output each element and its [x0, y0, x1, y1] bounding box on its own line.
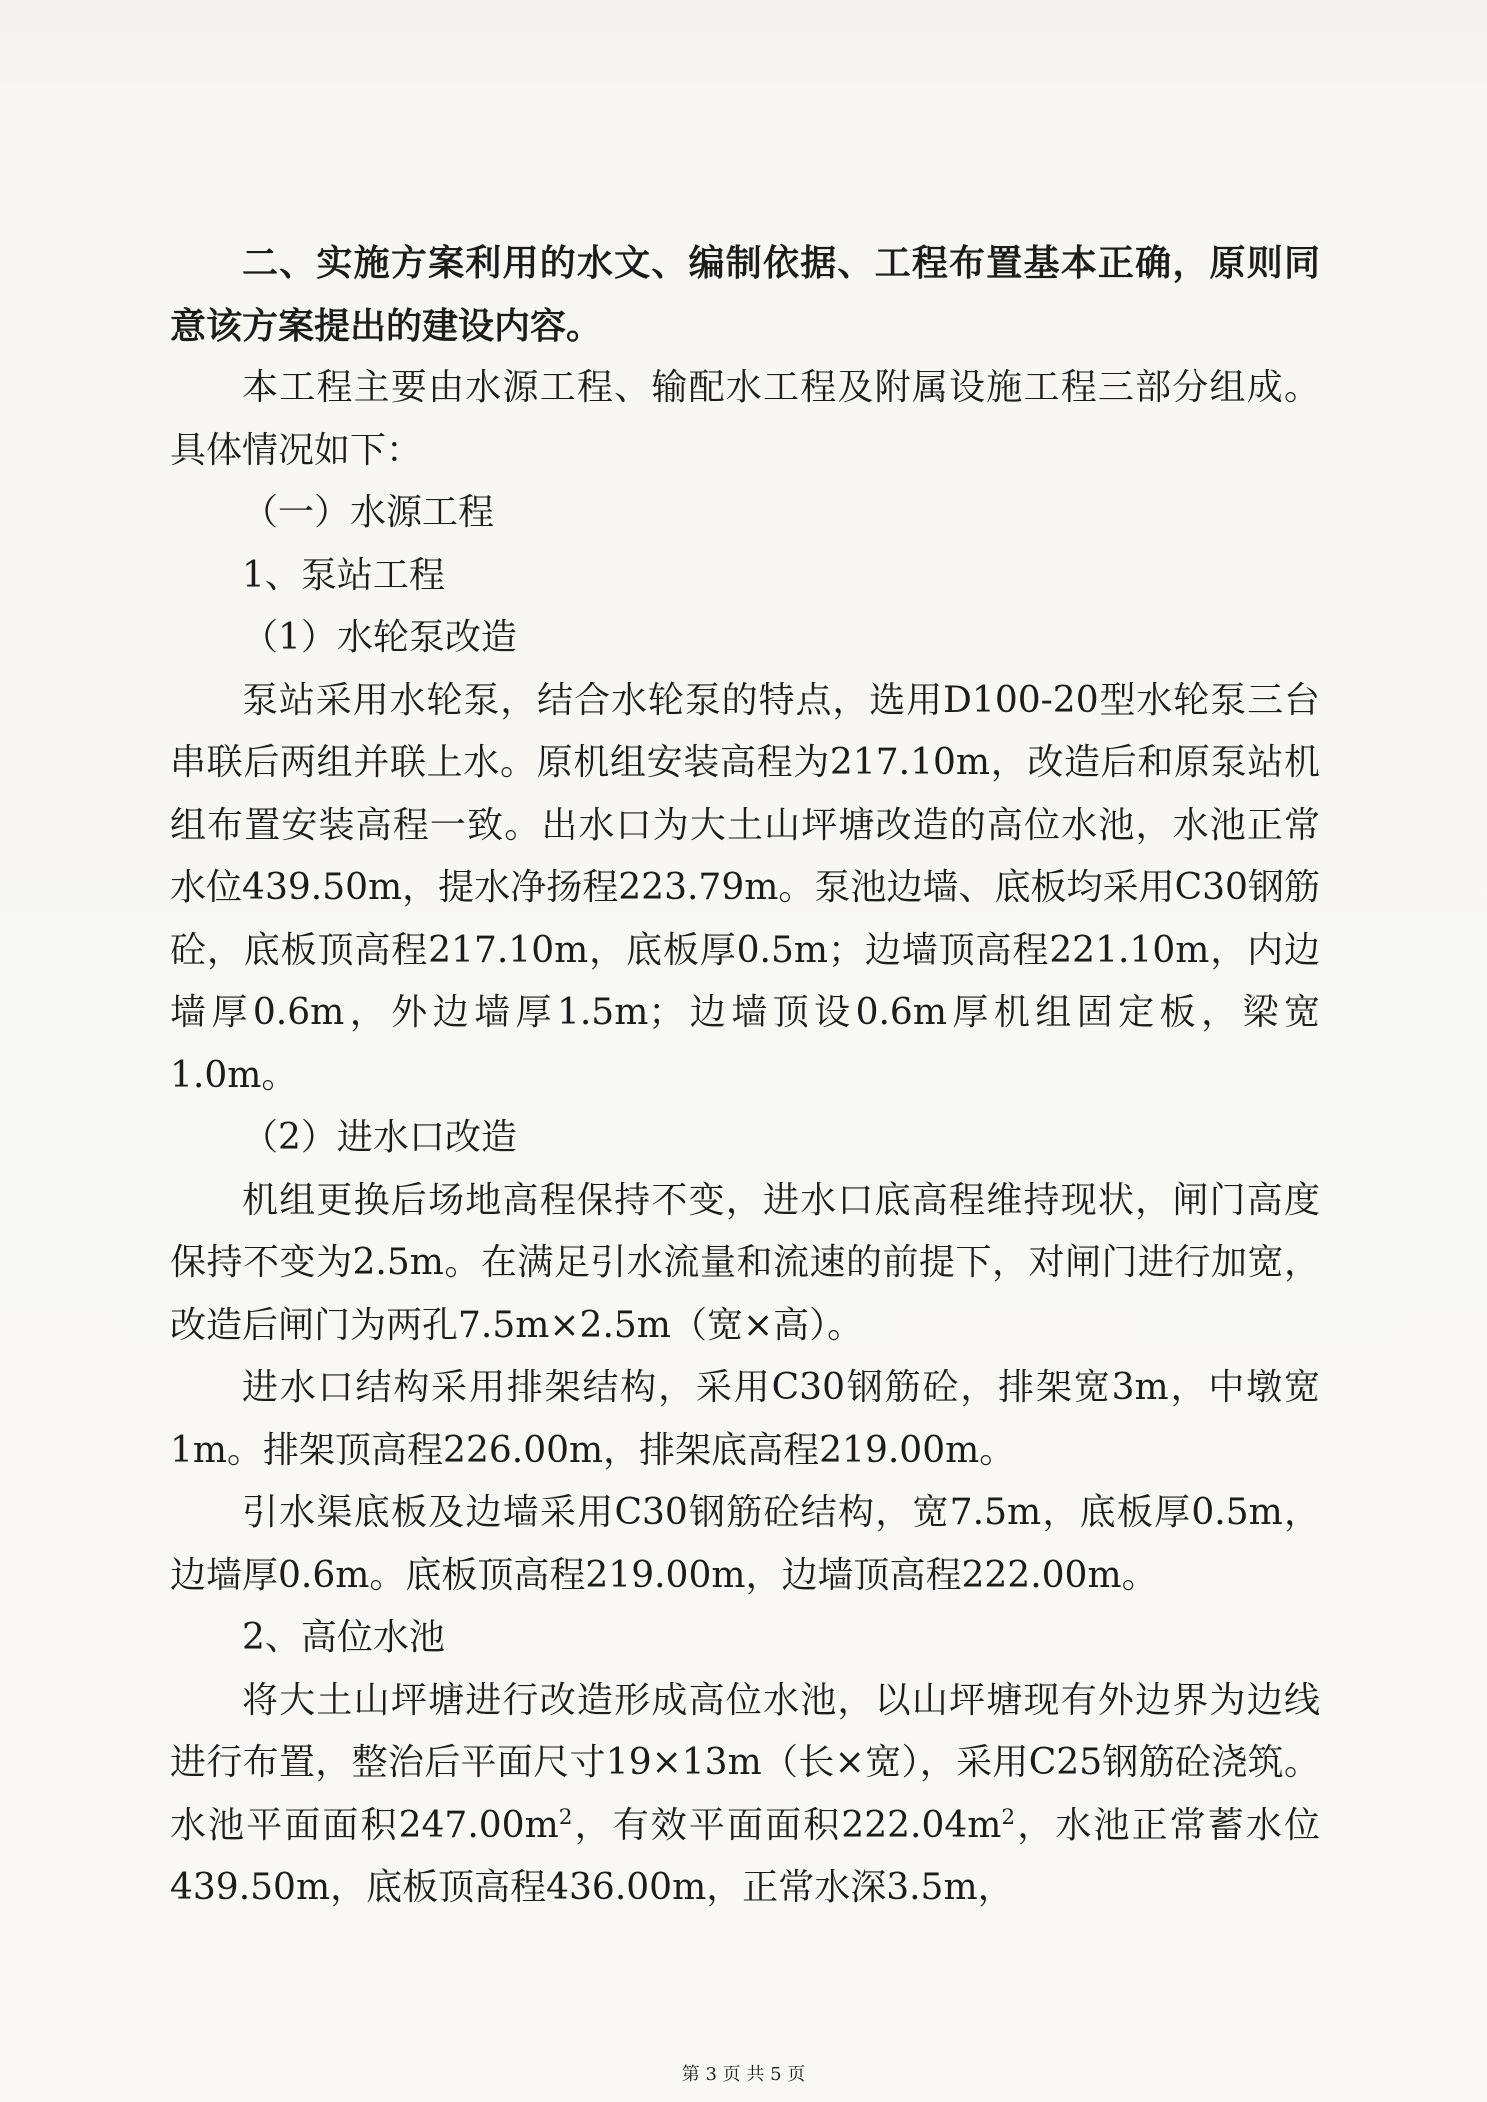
paragraph-intro: 本工程主要由水源工程、输配水工程及附属设施工程三部分组成。具体情况如下：: [170, 367, 1320, 471]
heading-turbine-pump: （1）水轮泵改造: [242, 617, 517, 658]
document-body: [170, 232, 1320, 1920]
paragraph-high-pool-part2: ，有效平面面积222.04m: [572, 1804, 1002, 1846]
paragraph-high-pool-part1: 将大土山坪塘进行改造形成高位水池，以山坪塘现有外边界为边线进行布置，整治后平面尺寸19×13m（长×宽），采用C25钢筋砼浇筑。水池平面面积247.00m: [170, 1679, 1320, 1846]
heading-intake: （2）进水口改造: [242, 1117, 517, 1158]
superscript-2: 2: [1001, 1804, 1016, 1830]
paragraph-channel: 引水渠底板及边墙采用C30钢筋砼结构，宽7.5m，底板厚0.5m，边墙厚0.6m。底板顶高程219.00m，边墙顶高程222.00m。: [170, 1492, 1320, 1596]
paragraph-opinion-2: 二、实施方案利用的水文、编制依据、工程布置基本正确，原则同意该方案提出的建设内容。: [170, 242, 1320, 347]
heading-water-source: （一）水源工程: [242, 492, 495, 533]
superscript-2: 2: [558, 1804, 573, 1830]
paragraph-intake-structure: 进水口结构采用排架结构，采用C30钢筋砼，排架宽3m，中墩宽1m。排架顶高程226.00m，排架底高程219.00m。: [170, 1367, 1320, 1471]
paragraph-high-pool: [170, 1670, 1320, 1920]
heading-high-pool: 2、高位水池: [242, 1617, 445, 1658]
heading-pump-station: 1、泵站工程: [242, 554, 445, 596]
paragraph-pump-station: 泵站采用水轮泵，结合水轮泵的特点，选用D100-20型水轮泵三台串联后两组并联上水。原机组安装高程为217.10m，改造后和原泵站机组布置安装高程一致。出水口为大土山坪塘改造的高位水池，水池正常水位439.50m，提水净扬程223.79m。泵池边墙、底板均采用C30钢筋砼，底板顶高程217.10m，底板厚0.5m；边墙顶高程221.10m，内边墙厚0.6m，外边墙厚1.5m；边墙顶设0.6m厚机组固定板，梁宽1.0m。: [170, 679, 1320, 1096]
page-footer: 第 3 页 共 5 页: [681, 2064, 806, 2085]
paragraph-intake-gate: 机组更换后场地高程保持不变，进水口底高程维持现状，闸门高度保持不变为2.5m。在满足引水流量和流速的前提下，对闸门进行加宽，改造后闸门为两孔7.5m×2.5m（宽×高）。: [170, 1179, 1320, 1346]
paragraph-high-pool-part3: ，水池正常蓄水位439.50m，底板顶高程436.00m，正常水深3.5m，: [170, 1804, 1320, 1908]
